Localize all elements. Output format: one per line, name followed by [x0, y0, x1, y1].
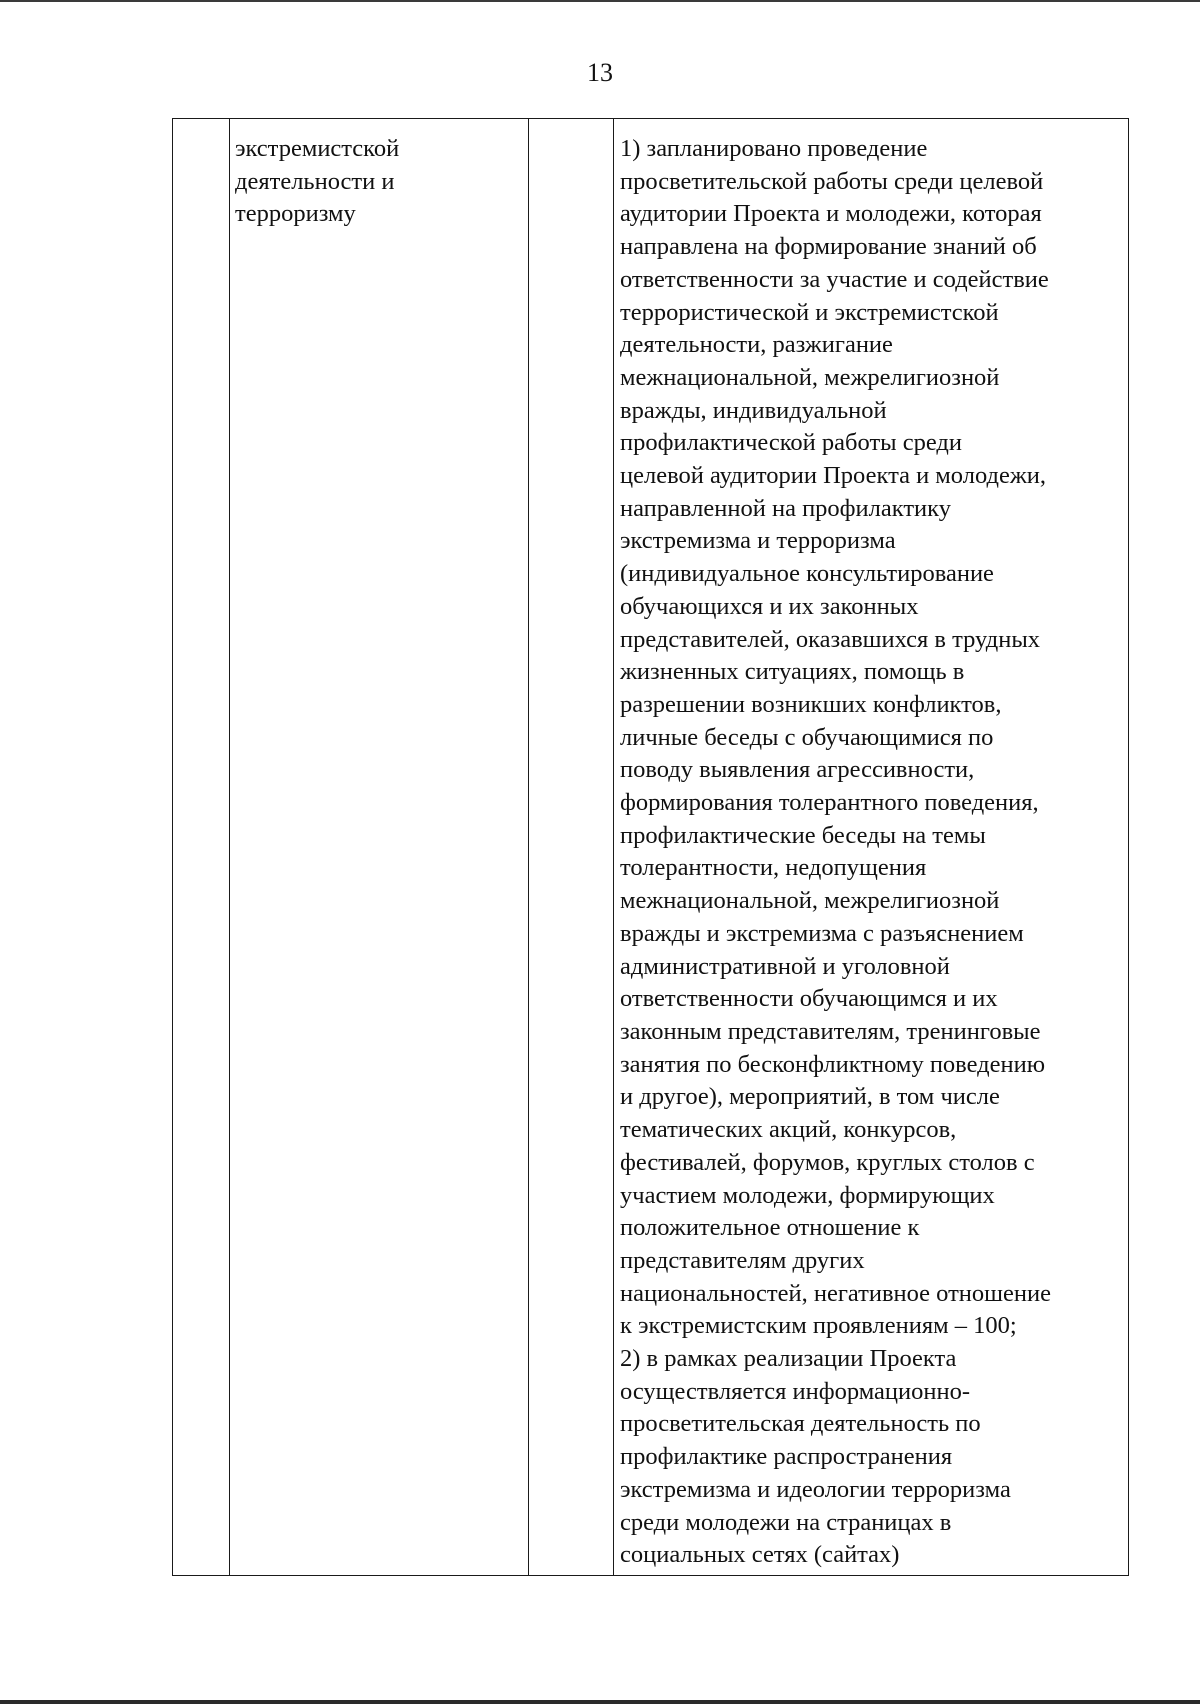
table-row: [173, 119, 1129, 1576]
cell-text-col2: экстремистской деятельности и терроризму: [235, 135, 400, 228]
page-number: 13: [587, 58, 613, 87]
table-cell-col3: [529, 119, 614, 1576]
scan-bottom-edge: [0, 1700, 1200, 1704]
cell-text-col3: [529, 119, 613, 133]
table-cell-col2: [230, 119, 529, 1576]
cell-text-col4: 1) запланировано проведение просветительской работы среди целевой аудитории Проекта и молодежи, которая направлена на формирование знаний об ответственности за участие и содействие террористической и экстремистской деятельности, разжигание межнациональной, межрелигиозной вражды, индивидуальной профилактической работы среди целевой аудитории Проекта и молодежи, направленной на профилактику экстремизма и терроризма (индивидуальное консультирование обучающихся и их законных представителей, оказавшихся в трудных жизненных ситуациях, помощь в разрешении возникших конфликтов, личные беседы с обучающимися по поводу выявления агрессивности, формирования толерантного поведения, профилактические беседы на темы толерантности, недопущения межнациональной, межрелигиозной вражды и экстремизма с разъяснением административной и уголовной ответственности обучающимся и их законным представителям, тренинговые занятия по бесконфликтному поведению и другое), мероприятий, в том числе тематических акций, конкурсов, фестивалей, форумов, круглых столов с участием молодежи, формирующих положительное отношение к представителям других национальностей, негативное отношение к экстремистским проявлениям – 100; 2) в рамках реализации Проекта осуществляется информационно- просветительская деятельность по профилактике распространения экстремизма и идеологии терроризма среди молодежи на страницах в социальных сетях (сайтах): [620, 135, 1051, 1569]
table-cell-col4: [614, 119, 1129, 1576]
document-table: [172, 118, 1129, 1576]
scan-top-edge: [0, 0, 1200, 2]
cell-text-col1: [173, 119, 229, 133]
table-cell-col1: [173, 119, 230, 1576]
